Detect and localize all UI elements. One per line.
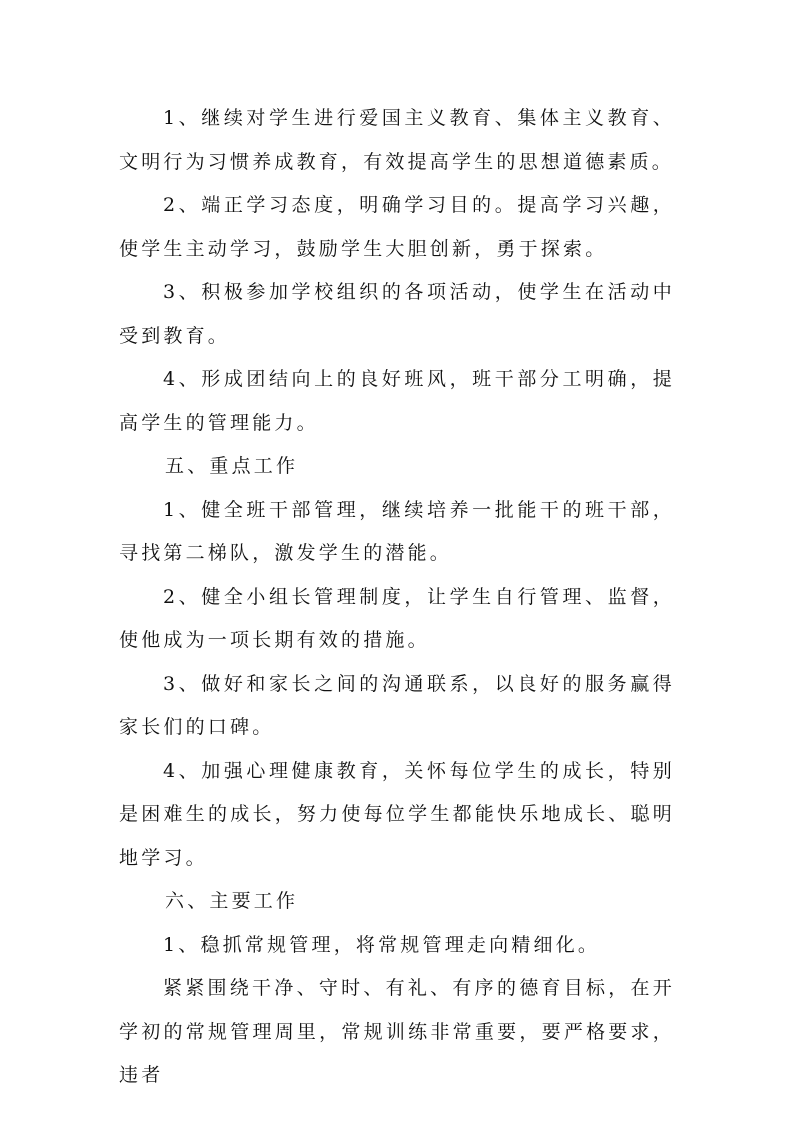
paragraph-key-work-4: 4、加强心理健康教育，关怀每位学生的成长，特别是困难生的成长，努力使每位学生都能快乐地成长、聪明地学习。 [119, 759, 675, 869]
paragraph-main-work-1: 1、稳抓常规管理，将常规管理走向精细化。 [163, 933, 601, 956]
section-heading-key-work: 五、重点工作 [165, 455, 299, 477]
paragraph-goal-1: 1、继续对学生进行爱国主义教育、集体主义教育、文明行为习惯养成教育，有效提高学生的思想道德素质。 [119, 107, 675, 173]
paragraph-key-work-1: 1、健全班干部管理，继续培养一批能干的班干部，寻找第二梯队，激发学生的潜能。 [119, 498, 675, 564]
paragraph-goal-2: 2、端正学习态度，明确学习目的。提高学习兴趣，使学生主动学习，鼓励学生大胆创新，勇于探索。 [119, 194, 675, 260]
paragraph-key-work-3: 3、做好和家长之间的沟通联系，以良好的服务赢得家长们的口碑。 [119, 672, 675, 738]
paragraph-goal-3: 3、积极参加学校组织的各项活动，使学生在活动中受到教育。 [119, 281, 675, 347]
section-heading-main-work: 六、主要工作 [165, 890, 299, 912]
document-body [119, 97, 675, 1098]
paragraph-key-work-2: 2、健全小组长管理制度，让学生自行管理、监督，使他成为一项长期有效的措施。 [119, 585, 675, 651]
paragraph-goal-4: 4、形成团结向上的良好班风，班干部分工明确，提高学生的管理能力。 [119, 368, 675, 434]
paragraph-main-work-detail: 紧紧围绕干净、守时、有礼、有序的德育目标，在开学初的常规管理周里，常规训练非常重要，要严格要求，违者 [119, 977, 675, 1086]
